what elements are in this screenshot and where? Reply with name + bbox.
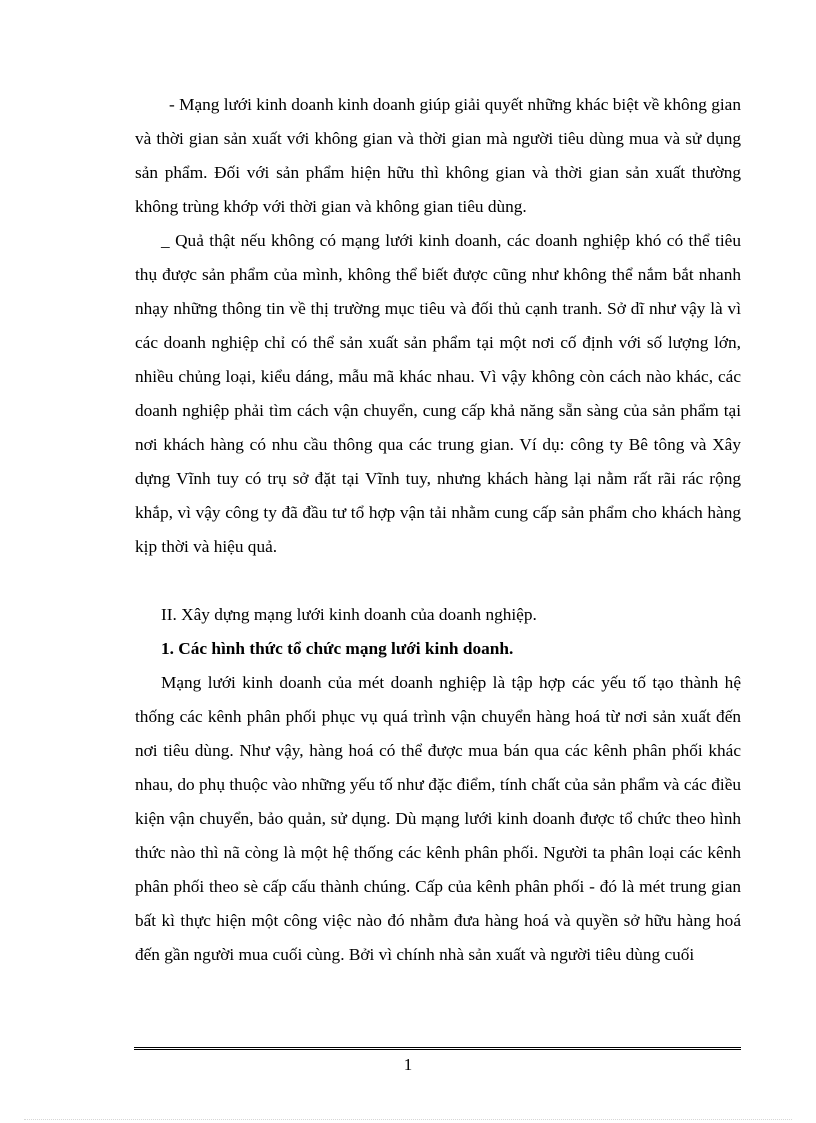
paragraph-network-definition: Mạng lưới kinh doanh của mét doanh nghiệp là tập hợp các yếu tố tạo thành hệ thống các kênh phân phối phục vụ quá trình vận chuyển hàng hoá từ nơi sản xuất đến nơi tiêu dùng. Như vậy, hàng hoá có thể được mua bán qua các kênh phân phối khác nhau, do phụ thuộc vào những yếu tố như đặc điểm, tính chất của sản phẩm và các điều kiện vận chuyển, bảo quản, sử dụng. Dù mạng lưới kinh doanh được tổ chức theo hình thức nào thì nã còng là một hệ thống các kênh phân phối. Người ta phân loại các kênh phân phối theo sè cấp cấu thành chúng. Cấp của kênh phân phối - đó là mét trung gian bất kì thực hiện một công việc nào đó nhằm đưa hàng hoá và quyền sở hữu hàng hoá đến gần người mua cuối cùng. Bởi vì chính nhà sản xuất và người tiêu dùng cuối [135, 673, 741, 964]
page-bottom-edge [24, 1119, 792, 1120]
page-number: 1 [403, 1055, 413, 1074]
footer-double-rule [134, 1047, 741, 1050]
subsection-heading: 1. Các hình thức tổ chức mạng lưới kinh doanh. [161, 639, 514, 658]
paragraph-without-network: _ Quả thật nếu không có mạng lưới kinh doanh, các doanh nghiệp khó có thể tiêu thụ được sản phẩm của mình, không thể biết được cũng như không thể nắm bắt nhanh nhạy những thông tin về thị trường mục tiêu và đối thủ cạnh tranh. Sở dĩ như vậy là vì các doanh nghiệp chỉ có thể sản xuất sản phẩm tại một nơi cố định với số lượng lớn, nhiều chủng loại, kiểu dáng, mẫu mã khác nhau. Vì vậy không còn cách nào khác, các doanh nghiệp phải tìm cách vận chuyển, cung cấp khả năng sẵn sàng của sản phẩm tại nơi khách hàng có nhu cầu thông qua các trung gian. Ví dụ: công ty Bê tông và Xây dựng Vĩnh tuy có trụ sở đặt tại Vĩnh tuy, nhưng khách hàng lại nằm rất rãi rác rộng khắp, vì vậy công ty đã đầu tư tổ hợp vận tải nhằm cung cấp sản phẩm cho khách hàng kịp thời và hiệu quả. [135, 231, 741, 556]
paragraph-network-role: - Mạng lưới kinh doanh kinh doanh giúp giải quyết những khác biệt về không gian và thời gian sản xuất với không gian và thời gian mà người tiêu dùng mua và sử dụng sản phẩm. Đối với sản phẩm hiện hữu thì không gian và thời gian sản xuất thường không trùng khớp với thời gian và không gian tiêu dùng. [135, 95, 741, 216]
page-content [135, 88, 741, 972]
section-heading: II. Xây dựng mạng lưới kinh doanh của doanh nghiệp. [161, 605, 537, 624]
